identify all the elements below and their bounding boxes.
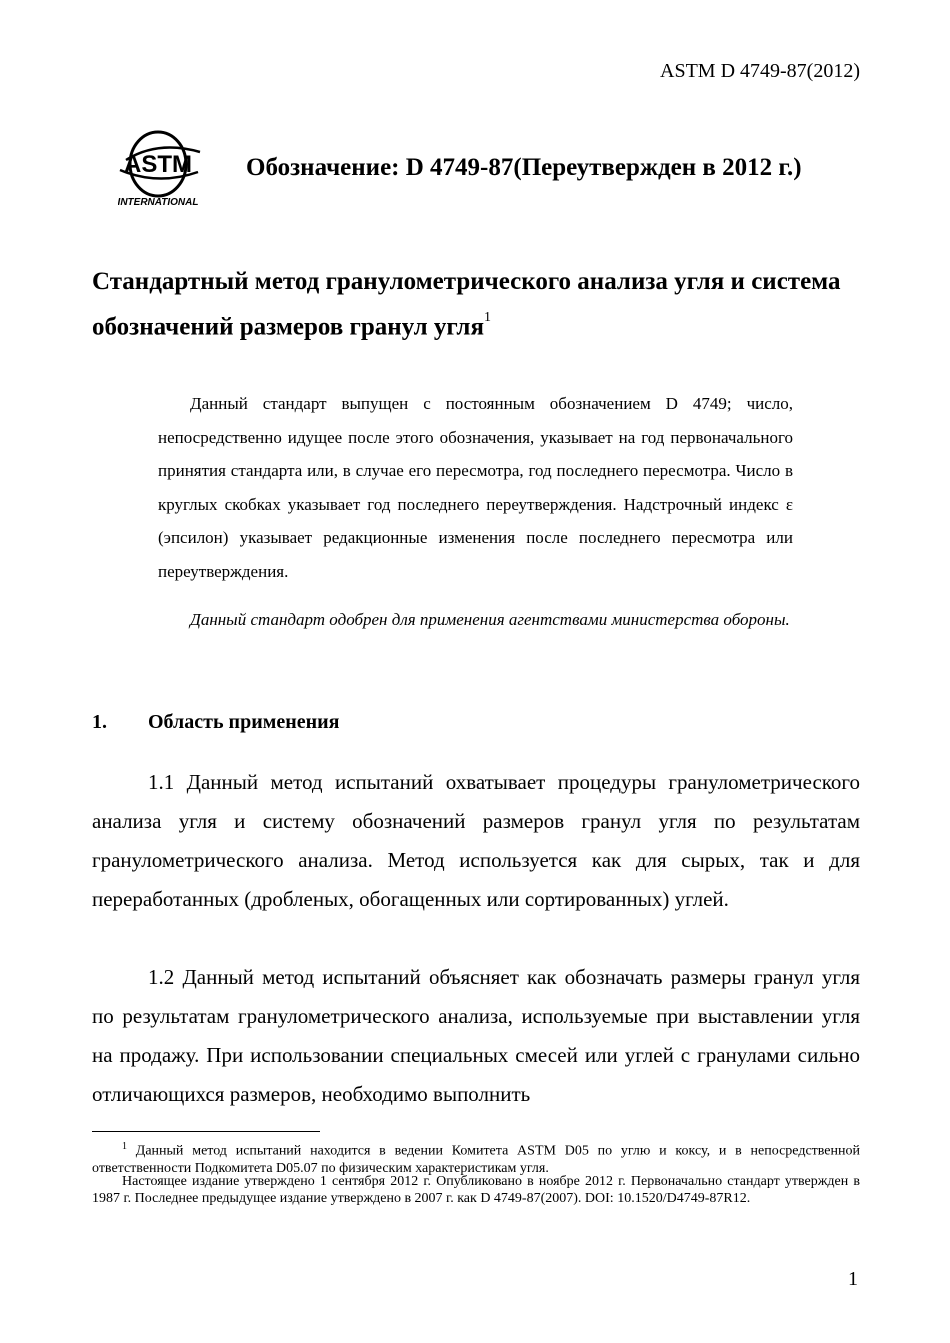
footnote-1 bbox=[92, 1138, 860, 1177]
page-number: 1 bbox=[848, 1268, 858, 1290]
document-title-text: Стандартный метод гранулометрического анализа угля и система обозначений размеров гранул угля bbox=[92, 268, 841, 341]
footnote-1-text: Данный метод испытаний находится в ведении Комитета ASTM D05 по углю и коксу, и в непосредственной ответственности Подкомитета D05.07 по физическим характеристикам угля. bbox=[92, 1143, 860, 1176]
section-heading bbox=[92, 711, 340, 734]
footnote-marker: 1 bbox=[122, 1141, 127, 1152]
title-footnote-ref: 1 bbox=[483, 310, 491, 325]
astm-logo bbox=[118, 130, 202, 208]
paragraph-1-2: 1.2 Данный метод испытаний объясняет как обозначать размеры гранул угля по результатам гранулометрического анализа, используемые при выставлении угля на продажу. При использовании специальных смесей или углей с гранулами сильно отличающихся размеров, необходимо выполнить bbox=[92, 965, 860, 1106]
approval-note: Данный стандарт одобрен для применения агентствами министерства обороны. bbox=[190, 610, 790, 629]
footnote-divider bbox=[92, 1131, 320, 1132]
section-title: Область применения bbox=[148, 711, 340, 733]
paragraph-1-1: 1.1 Данный метод испытаний охватывает процедуры гранулометрического анализа угля и систему обозначений размеров гранул угля по результатам гранулометрического анализа. Метод используется как для сырых, так и для переработанных (дробленых, обогащенных или сортированных) углей. bbox=[92, 770, 860, 911]
section-number: 1. bbox=[92, 711, 107, 733]
standard-reference: ASTM D 4749-87(2012) bbox=[660, 60, 860, 82]
designation-notice: Данный стандарт выпущен с постоянным обозначением D 4749; число, непосредственно идущее после этого обозначения, указывает на год первоначального принятия стандарта или, в случае его пересмотра, год последнего пересмотра. Число в круглых скобках указывает год последнего переутверждения. Надстрочный индекс ε (эпсилон) указывает редакционные изменения после последнего пересмотра или переутверждения. bbox=[158, 394, 793, 581]
astm-logo-mark: ASTM bbox=[124, 151, 192, 178]
document-title bbox=[92, 262, 862, 347]
footnote-2: Настоящее издание утверждено 1 сентября 2012 г. Опубликовано в ноябре 2012 г. Первоначально стандарт утвержден в 1987 г. Последнее предыдущее издание утверждено в 2007 г. как D 4749-87(2007). DOI: 10.1520/D4749-87R12. bbox=[92, 1174, 860, 1206]
designation-heading: Обозначение: D 4749-87(Переутвержден в 2012 г.) bbox=[246, 154, 802, 181]
astm-logo-caption: INTERNATIONAL bbox=[118, 197, 199, 208]
